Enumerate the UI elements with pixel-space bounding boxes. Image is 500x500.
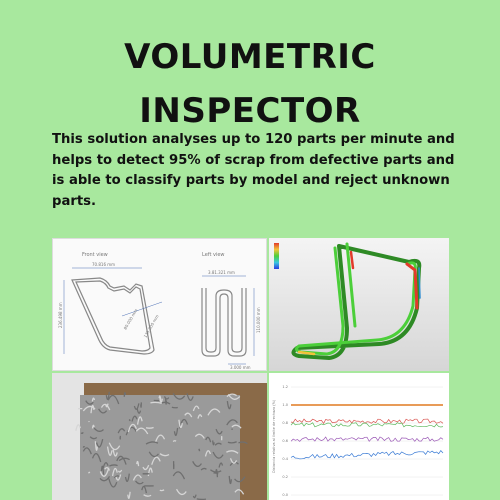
- chart-panel: [269, 373, 449, 500]
- wire-strand: [129, 420, 130, 421]
- y-tick-label: 0.0: [282, 493, 288, 498]
- dim-left-view-side: 110.000 mm: [256, 307, 261, 333]
- parts-photo-panel: [52, 373, 267, 500]
- y-tick-label: 0.8: [282, 421, 288, 426]
- series-line-m4: [291, 451, 443, 459]
- title-line-2: INSPECTOR: [139, 91, 361, 131]
- wire-strand: [197, 499, 206, 500]
- y-tick-label: 1.0: [282, 403, 288, 408]
- technical-drawing: [52, 238, 267, 371]
- y-tick-label: 0.6: [282, 439, 288, 444]
- left-view-wire: [202, 288, 246, 356]
- scan-render: [269, 238, 449, 371]
- series-line-m3: [291, 437, 443, 441]
- color-scale-legend: [274, 243, 279, 269]
- front-view-wire: [72, 278, 154, 354]
- dim-left-view-bottom: 3.000 mm: [230, 365, 251, 370]
- y-tick-label: 1.2: [282, 385, 288, 390]
- title-line-1: VOLUMETRIC: [124, 37, 376, 77]
- dim-top: 70.816 mm: [92, 262, 116, 267]
- chart-ylabel: Distancia relativa al límite de rechazo (%): [272, 399, 276, 473]
- wire-strand: [160, 490, 164, 491]
- page-title: [0, 30, 500, 138]
- front-view-label: Front view: [82, 252, 108, 258]
- description: This solution analyses up to 120 parts per minute and helps to detect 95% of scrap from defective parts and is able to classify parts by model and reject unknown parts.: [52, 132, 455, 209]
- dim-left-view-top: 3.81.321 mm: [208, 270, 235, 275]
- dim-mid-1: 80.000 mm: [122, 308, 139, 331]
- wire-strand: [199, 449, 200, 451]
- technical-drawing-panel: [52, 238, 267, 371]
- left-view-label: Left view: [202, 252, 225, 258]
- dim-left: 236.498 mm: [58, 302, 63, 328]
- y-tick-label: 0.4: [282, 457, 288, 462]
- series-line-m2: [291, 423, 443, 427]
- dim-mid-2: 135.000 mm: [142, 313, 160, 339]
- wire-pile: [80, 395, 240, 500]
- parts-photo: [52, 373, 267, 500]
- scan-render-panel: [269, 238, 449, 371]
- y-tick-label: 0.2: [282, 475, 288, 480]
- front-view-dimensions: [64, 268, 162, 354]
- wire-strand: [146, 427, 154, 428]
- quality-chart: [269, 373, 449, 500]
- wire-strand: [173, 441, 176, 442]
